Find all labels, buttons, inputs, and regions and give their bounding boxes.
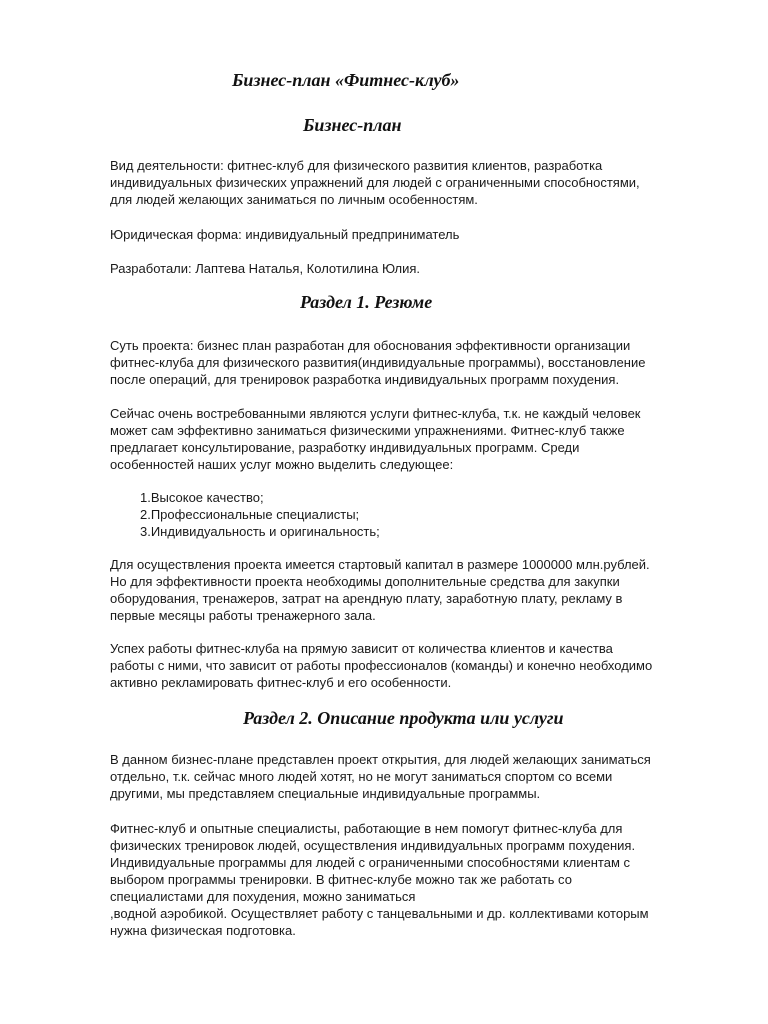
demand-paragraph xyxy=(110,405,710,473)
paragraph-line: может сам эффективно заниматься физическими упражнениями. Фитнес-клуб также xyxy=(110,423,625,438)
authors-paragraph xyxy=(110,260,710,277)
section-2-heading: Раздел 2. Описание продукта или услуги xyxy=(243,708,564,728)
paragraph-line: особенностей наших услуг можно выделить следующее: xyxy=(110,457,454,472)
paragraph-line: выбором программы тренировки. В фитнес-клубе можно так же работать со xyxy=(110,872,572,887)
document-subtitle: Бизнес-план xyxy=(303,115,402,135)
paragraph-line: первые месяцы работы тренажерного зала. xyxy=(110,608,376,623)
paragraph-line: Но для эффективности проекта необходимы дополнительные средства для закупки xyxy=(110,574,620,589)
paragraph-line: оборудования, тренажеров, затрат на арендную плату, заработную плату, рекламу в xyxy=(110,591,623,606)
section-1-heading: Раздел 1. Резюме xyxy=(300,292,433,312)
paragraph-line: Фитнес-клуб и опытные специалисты, работающие в нем помогут фитнес-клуба для xyxy=(110,821,623,836)
list-item: 2.Профессиональные специалисты; xyxy=(140,507,360,522)
paragraph-line: Успех работы фитнес-клуба на прямую зависит от количества клиентов и качества xyxy=(110,641,613,656)
paragraph-line: индивидуальных физических упражнений для людей с ограниченными способностями, xyxy=(110,175,640,190)
project-essence-paragraph xyxy=(110,337,710,388)
paragraph-line: физических тренировок людей, осуществления индивидуальных программ похудения. xyxy=(110,838,636,853)
paragraph-line: специалистами для похудения, можно заниматься xyxy=(110,889,416,904)
product-intro-paragraph xyxy=(110,751,710,802)
paragraph-line: для людей желающих заниматься по личным особенностям. xyxy=(110,192,478,207)
paragraph-line: Сейчас очень востребованными являются услуги фитнес-клуба, т.к. не каждый человек xyxy=(110,406,641,421)
paragraph-line: Суть проекта: бизнес план разработан для обоснования эффективности организации xyxy=(110,338,631,353)
paragraph-line: ,водной аэробикой. Осуществляет работу с танцевальными и др. коллективами которым xyxy=(110,906,649,921)
paragraph-line: В данном бизнес-плане представлен проект открытия, для людей желающих заниматься xyxy=(110,752,651,767)
paragraph-line: работы с ними, что зависит от работы профессионалов (команды) и конечно необходимо xyxy=(110,658,653,673)
paragraph-line: нужна физическая подготовка. xyxy=(110,923,296,938)
paragraph-line: после операций, для тренировок разработка индивидуальных программ похудения. xyxy=(110,372,620,387)
features-list xyxy=(140,489,380,540)
paragraph-line: предлагает консультирование, разработку индивидуальных программ. Среди xyxy=(110,440,580,455)
capital-paragraph xyxy=(110,556,710,624)
paragraph-line: Для осуществления проекта имеется стартовый капитал в размере 1000000 млн.рублей. xyxy=(110,557,650,572)
specialists-paragraph xyxy=(110,820,710,939)
paragraph-line: Юридическая форма: индивидуальный предприниматель xyxy=(110,227,460,242)
activity-paragraph xyxy=(110,157,710,208)
document-title: Бизнес-план «Фитнес-клуб» xyxy=(232,70,460,90)
list-item: 3.Индивидуальность и оригинальность; xyxy=(140,524,380,539)
paragraph-line: активно рекламировать фитнес-клуб и его особенности. xyxy=(110,675,452,690)
paragraph-line: Индивидуальные программы для людей с ограниченными способностями клиентам с xyxy=(110,855,631,870)
paragraph-line: фитнес-клуба для физического развития(индивидуальные программы), восстановление xyxy=(110,355,646,370)
paragraph-line: отдельно, т.к. сейчас много людей хотят, но не могут заниматься спортом со всеми xyxy=(110,769,613,784)
paragraph-line: Разработали: Лаптева Наталья, Колотилина Юлия. xyxy=(110,261,421,276)
paragraph-line: Вид деятельности: фитнес-клуб для физического развития клиентов, разработка xyxy=(110,158,603,173)
list-item: 1.Высокое качество; xyxy=(140,490,264,505)
paragraph-line: другими, мы представляем специальные индивидуальные программы. xyxy=(110,786,541,801)
legal-form-paragraph xyxy=(110,226,710,243)
success-paragraph xyxy=(110,640,710,691)
